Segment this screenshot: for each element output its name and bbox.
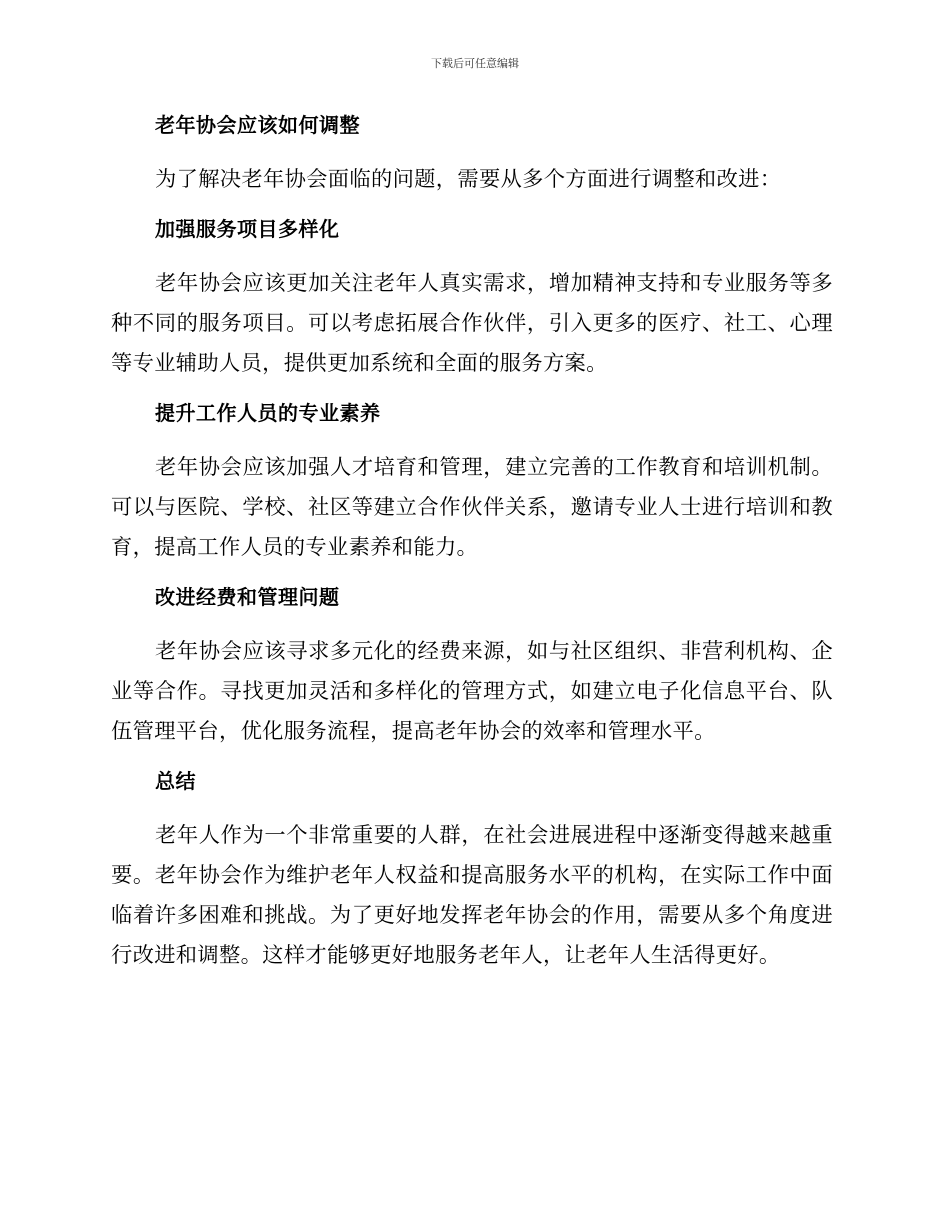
document-title: 老年协会应该如何调整 bbox=[155, 113, 360, 137]
intro-paragraph: 为了解决老年协会面临的问题，需要从多个方面进行调整和改进： bbox=[155, 167, 782, 192]
section-body-staff-professionalism: 老年协会应该加强人才培育和管理，建立完善的工作教育和培训机制。可以与医院、学校、社区等建立合作伙伴关系，邀请专业人士进行培训和教育，提高工作人员的专业素养和能力。 bbox=[111, 455, 833, 560]
section-body-service-diversification: 老年协会应该更加关注老年人真实需求，增加精神支持和专业服务等多种不同的服务项目。可以考虑拓展合作伙伴，引入更多的医疗、社工、心理等专业辅助人员，提供更加系统和全面的服务方案。 bbox=[111, 271, 833, 376]
section-heading-staff-professionalism: 提升工作人员的专业素养 bbox=[155, 401, 381, 425]
document-body bbox=[111, 110, 833, 990]
section-body-funding-management: 老年协会应该寻求多元化的经费来源，如与社区组织、非营利机构、企业等合作。寻找更加灵活和多样化的管理方式，如建立电子化信息平台、队伍管理平台，优化服务流程，提高老年协会的效率和管理水平。 bbox=[111, 639, 833, 744]
section-heading-funding-management: 改进经费和管理问题 bbox=[155, 585, 340, 609]
section-heading-service-diversification: 加强服务项目多样化 bbox=[155, 217, 340, 241]
page-header: 下载后可任意编辑 bbox=[431, 57, 519, 70]
section-heading-summary: 总结 bbox=[155, 769, 196, 793]
section-body-summary: 老年人作为一个非常重要的人群，在社会进展进程中逐渐变得越来越重要。老年协会作为维护老年人权益和提高服务水平的机构，在实际工作中面临着许多困难和挑战。为了更好地发挥老年协会的作用，需要从多个角度进行改进和调整。这样才能够更好地服务老年人，让老年人生活得更好。 bbox=[111, 823, 833, 968]
